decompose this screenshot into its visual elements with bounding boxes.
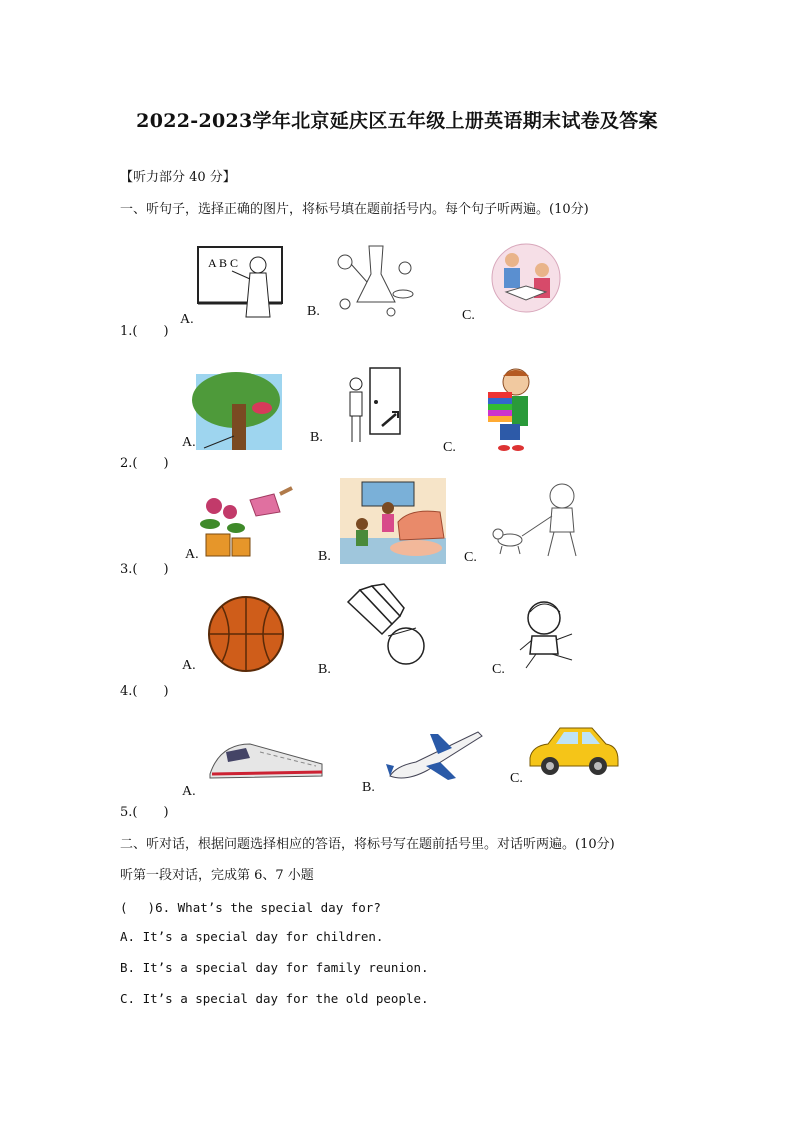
option-label: C. (443, 440, 456, 455)
question-number: 4.( ) (120, 684, 169, 699)
option-label: B. (318, 662, 331, 677)
answer-option-b: B. It’s a special day for family reunion. (120, 960, 429, 975)
option-label: A. (185, 547, 199, 562)
boy-running-image (516, 598, 580, 672)
option-label: B. (362, 780, 375, 795)
question-number: 5.( ) (120, 805, 169, 820)
kids-reading-book-image (486, 240, 566, 316)
airplane-image (386, 726, 484, 784)
answer-option-a: A. It’s a special day for children. (120, 929, 384, 944)
man-opening-door-image (346, 366, 406, 446)
svg-text:A B C: A B C (208, 256, 239, 270)
train-image (206, 738, 326, 786)
option-label: A. (182, 658, 196, 673)
question-number: 1.( ) (120, 324, 169, 339)
option-label: C. (492, 662, 505, 677)
boy-walking-dog-image (492, 480, 594, 562)
page-title: 2022-2023学年北京延庆区五年级上册英语期末试卷及答案 (136, 110, 658, 132)
bird-in-tree-image (196, 374, 282, 450)
question-number: 2.( ) (120, 456, 169, 471)
option-label: C. (462, 308, 475, 323)
part1-instruction: 一、听句子，选择正确的图片，将标号填在题前括号内。每个句子听两遍。(10分) (120, 202, 589, 217)
question-stem: ( )6. What’s the special day for? (120, 900, 381, 915)
science-lab-equipment-image (331, 238, 419, 318)
shuttlecock-image (342, 582, 432, 672)
watering-flowers-image (200, 486, 294, 562)
option-label: C. (464, 550, 477, 565)
option-label: B. (310, 430, 323, 445)
option-label: A. (180, 312, 194, 327)
option-label: C. (510, 771, 523, 786)
option-label: A. (182, 784, 196, 799)
part2-sub-instruction: 听第一段对话，完成第 6、7 小题 (120, 868, 314, 883)
option-label: B. (307, 304, 320, 319)
answer-option-c: C. It’s a special day for the old people. (120, 991, 429, 1006)
part2-instruction: 二、听对话，根据问题选择相应的答语，将标号写在题前括号里。对话听两遍。(10分) (120, 837, 615, 852)
option-label: B. (318, 549, 331, 564)
boy-carrying-books-image (486, 366, 538, 452)
option-label: A. (182, 435, 196, 450)
teacher-at-blackboard-image (196, 243, 288, 323)
question-number: 3.( ) (120, 562, 169, 577)
car-image (526, 722, 620, 778)
section-heading: 【听力部分 40 分】 (120, 170, 236, 185)
kids-cleaning-room-image (340, 478, 446, 564)
basketball-image (206, 594, 286, 674)
